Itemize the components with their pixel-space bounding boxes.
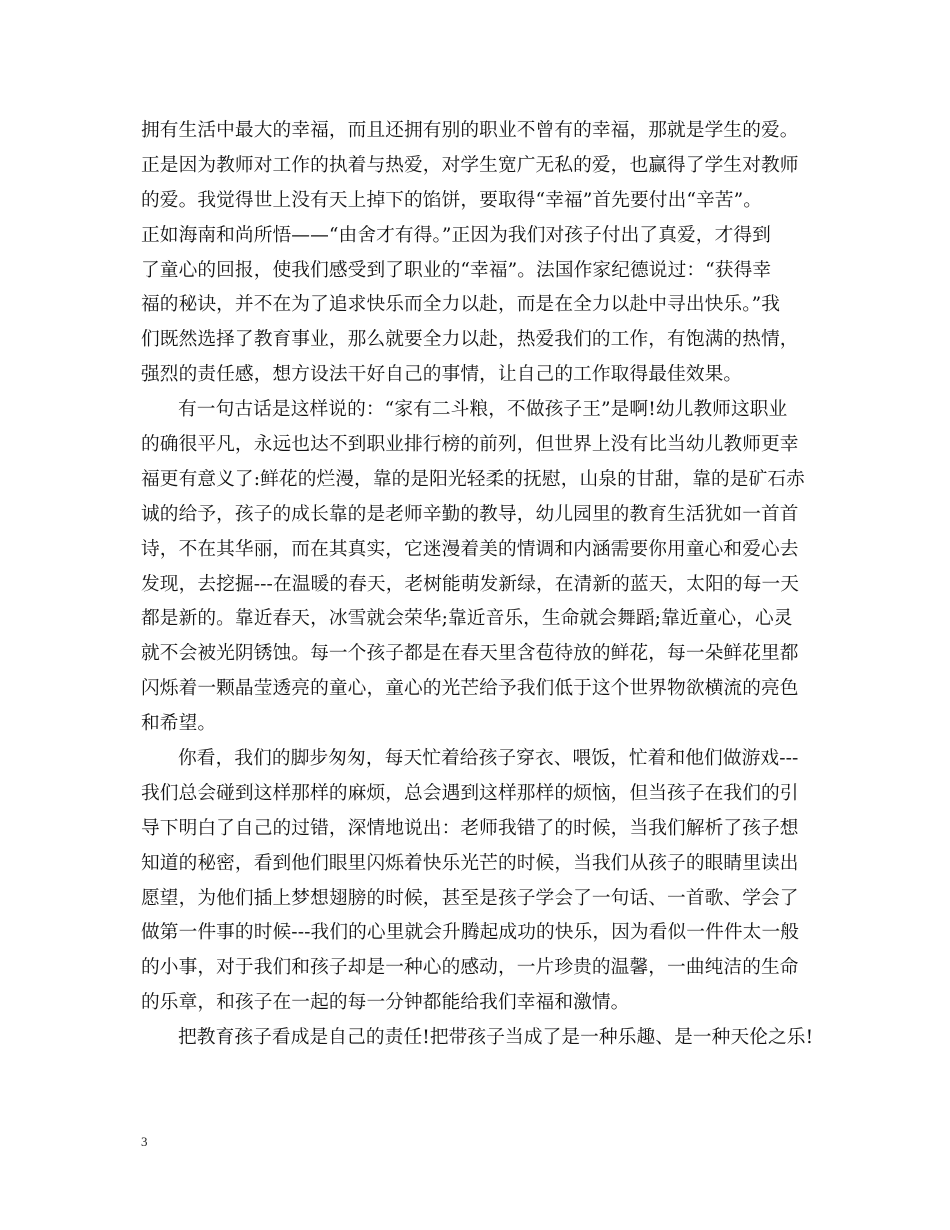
body-text <box>141 114 821 1056</box>
text-line: 知道的秘密，看到他们眼里闪烁着快乐光芒的时候，当我们从孩子的眼睛里读出 <box>141 852 799 874</box>
text-line: 的爱。我觉得世上没有天上掉下的馅饼，要取得“幸福”首先要付出“辛苦”。 <box>141 189 763 211</box>
page-number: 3 <box>141 1134 148 1149</box>
text-line: 我们总会碰到这样那样的麻烦，总会遇到这样那样的烦恼，但当孩子在我们的引 <box>141 782 799 804</box>
text-line: 们既然选择了教育事业，那么就要全力以赴，热爱我们的工作，有饱满的热情， <box>141 329 799 351</box>
text-line: 的确很平凡，永远也达不到职业排行榜的前列，但世界上没有比当幼儿教师更幸 <box>141 434 799 456</box>
text-line: 就不会被光阴锈蚀。每一个孩子都是在春天里含苞待放的鲜花，每一朵鲜花里都 <box>141 643 799 665</box>
text-line: 做第一件事的时候---我们的心里就会升腾起成功的快乐，因为看似一件件太一般 <box>141 922 800 944</box>
text-line: 了童心的回报，使我们感受到了职业的“幸福”。法国作家纪德说过：“获得幸 <box>141 259 772 281</box>
text-line: 的小事，对于我们和孩子却是一种心的感动，一片珍贵的温馨，一曲纯洁的生命 <box>141 957 799 979</box>
text-line: 把教育孩子看成是自己的责任!把带孩子当成了是一种乐趣、是一种天伦之乐! <box>178 1027 814 1049</box>
text-line: 愿望，为他们插上梦想翅膀的时候，甚至是孩子学会了一句话、一首歌、学会了 <box>141 887 799 909</box>
text-line: 的乐章，和孩子在一起的每一分钟都能给我们幸福和激情。 <box>141 992 630 1014</box>
text-line: 诚的给予，孩子的成长靠的是老师辛勤的教导，幼儿园里的教育生活犹如一首首 <box>141 503 799 525</box>
text-line: 拥有生活中最大的幸福，而且还拥有别的职业不曾有的幸福，那就是学生的爱。 <box>141 120 799 141</box>
text-line: 都是新的。靠近春天，冰雪就会荣华;靠近音乐，生命就会舞蹈;靠近童心，心灵 <box>141 608 793 630</box>
text-line: 诗，不在其华丽，而在其真实，它迷漫着美的情调和内涵需要你用童心和爱心去 <box>141 538 799 560</box>
text-line: 有一句古话是这样说的：“家有二斗粮，不做孩子王”是啊!幼儿教师这职业 <box>178 399 788 421</box>
text-line: 正是因为教师对工作的执着与热爱，对学生宽广无私的爱，也赢得了学生对教师 <box>141 154 799 176</box>
text-line: 你看，我们的脚步匆匆，每天忙着给孩子穿衣、喂饭，忙着和他们做游戏--- <box>178 748 799 770</box>
text-line: 强烈的责任感，想方设法干好自己的事情，让自己的工作取得最佳效果。 <box>141 364 743 386</box>
text-line: 导下明白了自己的过错，深情地说出：老师我错了的时候，当我们解析了孩子想 <box>141 817 799 839</box>
text-line: 福更有意义了:鲜花的烂漫，靠的是阳光轻柔的抚慰，山泉的甘甜，靠的是矿石赤 <box>141 468 805 490</box>
text-line: 发现，去挖掘---在温暖的春天，老树能萌发新绿，在清新的蓝天，太阳的每一天 <box>141 573 800 595</box>
text-line: 闪烁着一颗晶莹透亮的童心，童心的光芒给予我们低于这个世界物欲横流的亮色 <box>141 678 799 700</box>
text-line: 正如海南和尚所悟——“由舍才有得。”正因为我们对孩子付出了真爱，才得到 <box>141 224 771 246</box>
text-line: 和希望。 <box>141 713 217 735</box>
text-line: 福的秘诀，并不在为了追求快乐而全力以赴，而是在全力以赴中寻出快乐。”我 <box>141 294 781 316</box>
